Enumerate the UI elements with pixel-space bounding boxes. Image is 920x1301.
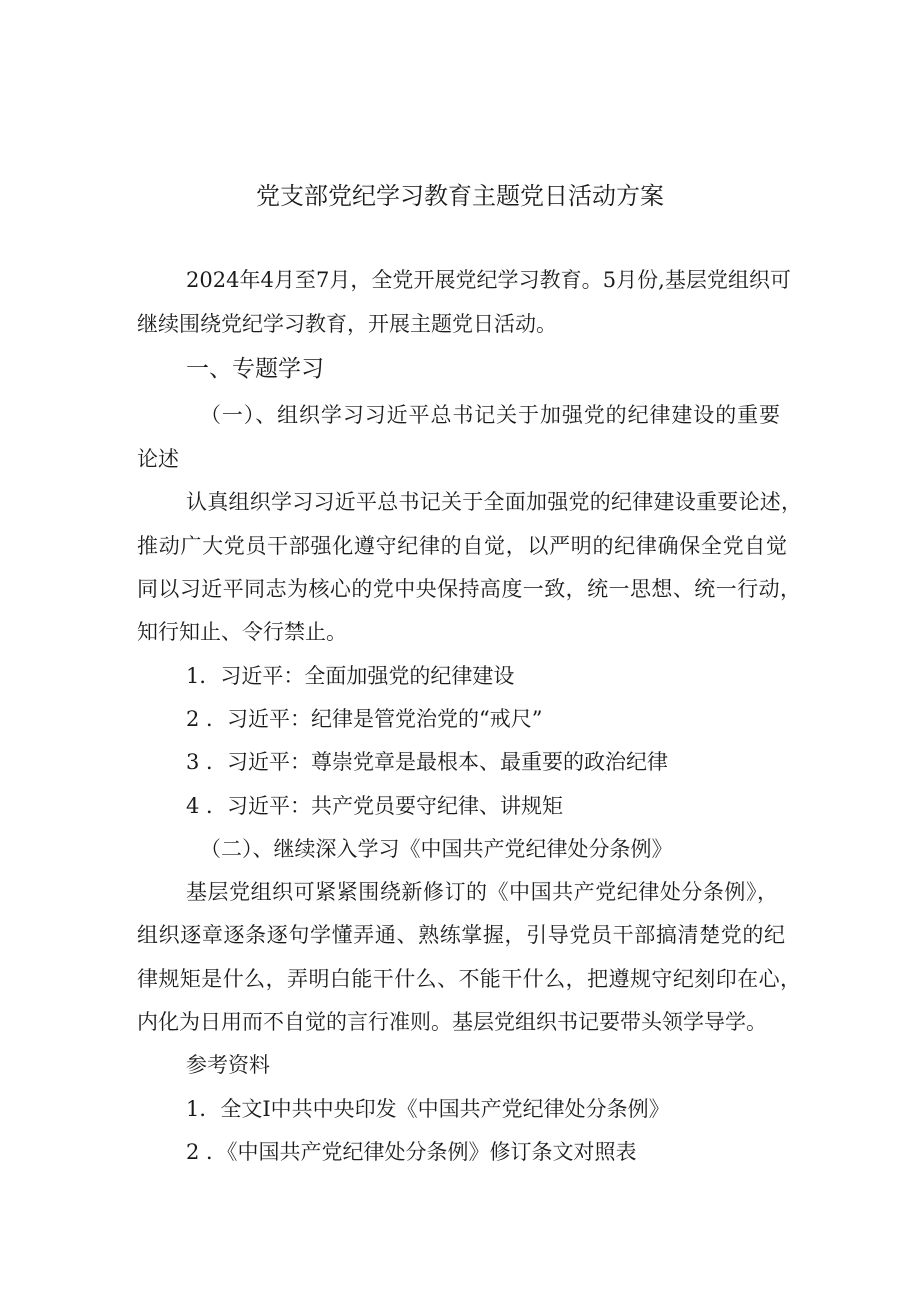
document-title: 党支部党纪学习教育主题党日活动方案 [256, 182, 664, 210]
paragraph-1-line-2: 推动广大党员干部强化遵守纪律的自觉，以严明的纪律确保全党自觉 [137, 534, 787, 558]
list-item-1: 1．习近平：全面加强党的纪律建设 [186, 664, 515, 688]
subsection-1-line-2: 论述 [137, 447, 179, 471]
paragraph-2-line-1: 基层党组织可紧紧围绕新修订的《中国共产党纪律处分条例》， [186, 880, 778, 904]
reference-item-1: 1．全文I中共中央印发《中国共产党纪律处分条例》 [186, 1097, 670, 1121]
paragraph-2-line-4: 内化为日用而不自觉的言行准则。基层党组织书记要带头领学导学。 [137, 1010, 767, 1034]
paragraph-1-line-3: 同以习近平同志为核心的党中央保持高度一致，统一思想、统一行动， [137, 577, 801, 601]
paragraph-2-line-3: 律规矩是什么，弄明白能干什么、不能干什么，把遵规守纪刻印在心， [137, 967, 801, 991]
subsection-1-line-1: （一）、组织学习习近平总书记关于加强党的纪律建设的重要 [200, 403, 780, 427]
references-heading: 参考资料 [186, 1053, 270, 1077]
subsection-2-heading: （二）、继续深入学习《中国共产党纪律处分条例》 [200, 837, 673, 861]
paragraph-1-line-1: 认真组织学习习近平总书记关于全面加强党的纪律建设重要论述， [186, 490, 802, 514]
section-heading-1: 一、专题学习 [186, 356, 324, 382]
intro-line-1: 2024年4月至7月，全党开展党纪学习教育。5月份,基层党组织可 [186, 268, 791, 292]
list-item-3: 3 ．习近平：尊崇党章是最根本、最重要的政治纪律 [186, 750, 669, 774]
reference-item-2: 2 ．《中国共产党纪律处分条例》修订条文对照表 [186, 1140, 637, 1164]
list-item-4: 4 ．习近平：共产党员要守纪律、讲规矩 [186, 794, 564, 818]
list-item-2: 2 ．习近平：纪律是管党治党的“戒尺” [186, 707, 543, 731]
paragraph-2-line-2: 组织逐章逐条逐句学懂弄通、熟练掌握，引导党员干部搞清楚党的纪 [137, 923, 785, 947]
paragraph-1-line-4: 知行知止、令行禁止。 [137, 620, 347, 644]
intro-line-2: 继续围绕党纪学习教育，开展主题党日活动。 [137, 312, 557, 336]
